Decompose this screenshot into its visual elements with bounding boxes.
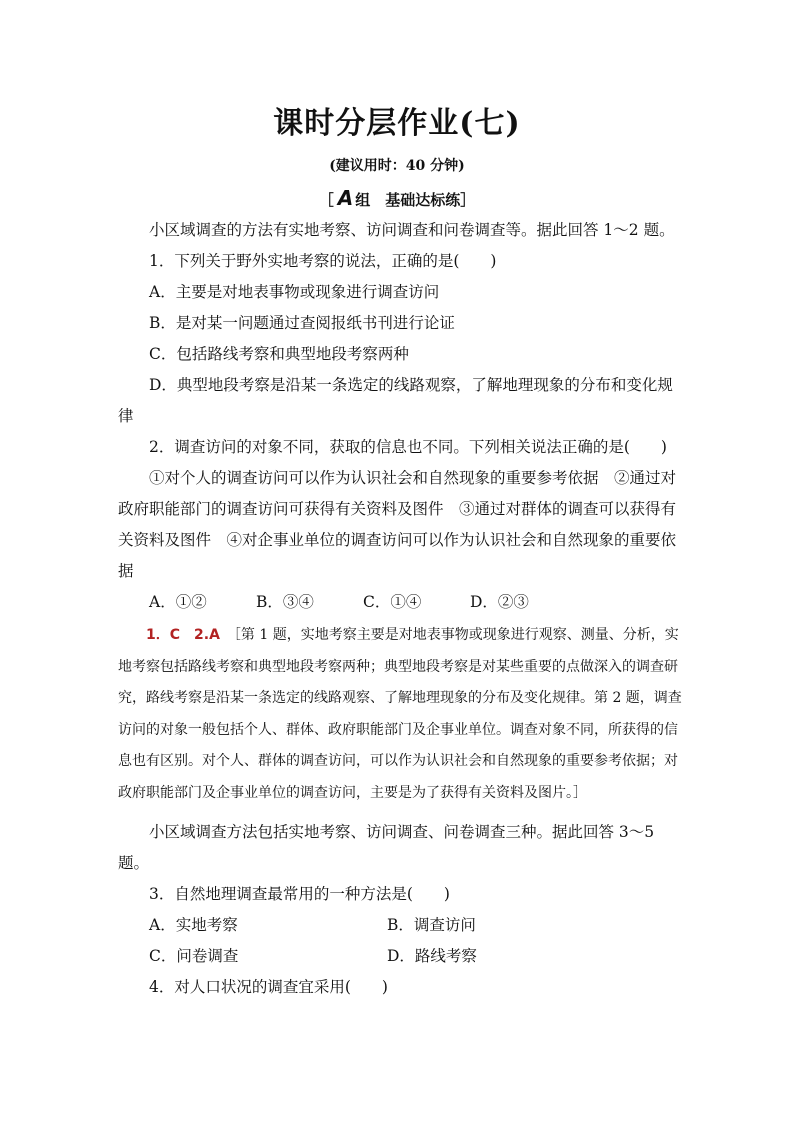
question-3-stem: 3．自然地理调查最常用的一种方法是( ) xyxy=(149,885,450,903)
intro-1-2: 小区域调查的方法有实地考察、访问调查和问卷调查等。据此回答 1～2 题。 xyxy=(149,221,675,239)
question-3-options-row-2 xyxy=(118,941,684,972)
question-3-option-d: D．路线考察 xyxy=(387,947,477,965)
answer-1-2 xyxy=(118,620,684,809)
intro-3-5: 小区域调查方法包括实地考察、访问调查、问卷调查三种。据此回答 3～5 题。 xyxy=(118,823,655,872)
question-3-option-a: A．实地考察 xyxy=(149,916,238,934)
question-3-option-c: C．问卷调查 xyxy=(149,947,239,965)
question-1-stem: 1．下列关于野外实地考察的说法，正确的是( ) xyxy=(149,252,497,270)
question-1-option-c: C．包括路线考察和典型地段考察两种 xyxy=(149,345,409,363)
question-1-option-b: B．是对某一问题通过查阅报纸书刊进行论证 xyxy=(149,314,455,332)
question-2-statements: ①对个人的调查访问可以作为认识社会和自然现象的重要参考依据 ②通过对政府职能部门的调查访问可获得有关资料及图件 ③通过对群体的调查可以获得有关资料及图件 ④对企事业单位的调查访问可以作为认识社会和自然现象的重要依据 xyxy=(118,469,677,580)
exercise-content xyxy=(118,215,684,1003)
question-2-option-d: D．②③ xyxy=(470,593,529,611)
question-1-option-d: D．典型地段考察是沿某一条选定的线路观察，了解地理现象的分布和变化规律 xyxy=(118,376,673,425)
group-bracket-open: ［ xyxy=(318,191,334,209)
question-2-option-a: A．①② xyxy=(149,593,207,611)
group-heading xyxy=(0,186,794,210)
question-2-stem: 2．调查访问的对象不同，获取的信息也不同。下列相关说法正确的是( ) xyxy=(149,438,667,456)
question-2-option-c: C．①④ xyxy=(363,593,422,611)
answer-key: 1．C 2.A xyxy=(146,627,220,643)
suggested-time: (建议用时：40 分钟) xyxy=(329,158,465,174)
question-3-options-row-1 xyxy=(118,910,684,941)
question-2-options xyxy=(118,587,684,618)
question-1-option-a: A．主要是对地表事物或现象进行调查访问 xyxy=(149,283,440,301)
question-2-option-b: B．③④ xyxy=(256,593,314,611)
group-letter: A xyxy=(337,186,354,210)
question-3-option-b: B．调查访问 xyxy=(387,916,476,934)
page-title: 课时分层作业(七) xyxy=(273,106,521,141)
question-4-stem: 4．对人口状况的调查宜采用( ) xyxy=(149,978,388,996)
group-bracket-close: ］ xyxy=(460,191,476,209)
answer-explanation: ［第 1 题，实地考察主要是对地表事物或现象进行观察、测量、分析，实地考察包括路线考察和典型地段考察两种；典型地段考察是对某些重要的点做深入的调查研究，路线考察是沿某一条选定的线路观察、了解地理现象的分布及变化规律。第 2 题，调查访问的对象一般包括个人、群体、政府职能部门及企事业单位。调查对象不同，所获得的信息也有区别。对个人、群体的调查访问，可以作为认识社会和自然现象的重要参考依据；对政府职能部门及企事业单位的调查访问，主要是为了获得有关资料及图片。］ xyxy=(118,627,682,801)
group-name: 组 基础达标练 xyxy=(355,191,461,209)
